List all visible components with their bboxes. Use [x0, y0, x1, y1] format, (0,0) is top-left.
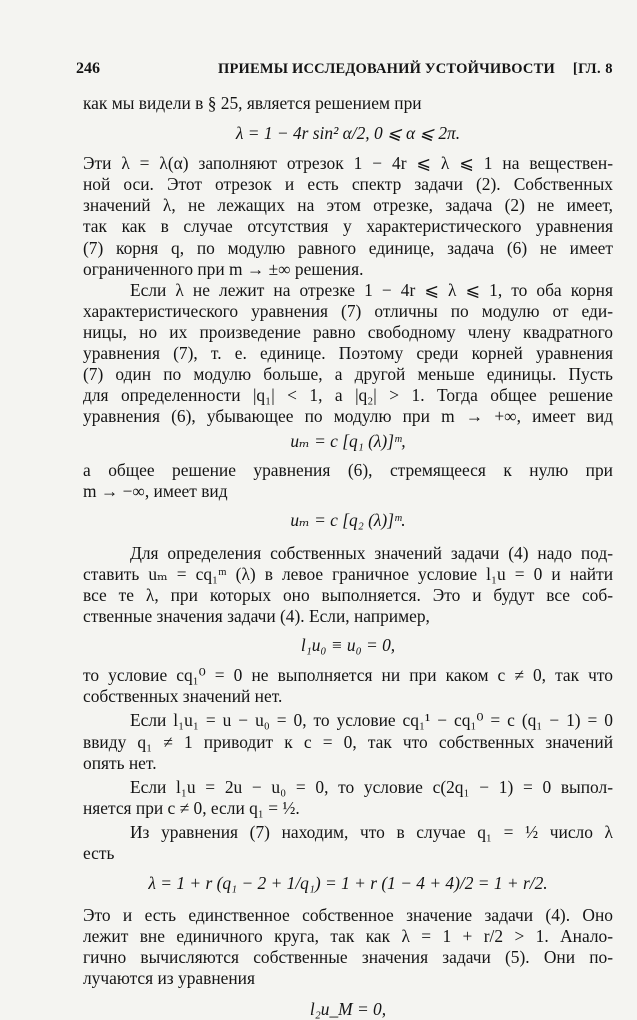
formula-eigenvalue: λ = 1 + r (q₁ − 2 + 1/q₁) = 1 + r (1 − 4 + 4)/2 = 1 + r/2.	[148, 873, 548, 894]
text-line: лучаются из уравнения	[83, 968, 255, 989]
paragraph-7	[83, 710, 613, 773]
page-body	[83, 93, 613, 1020]
text-line: (7) корня q, по модулю равного единице, задача (6) не имеет	[83, 237, 613, 258]
paragraph-8	[83, 777, 613, 819]
page-number: 246	[76, 60, 100, 77]
text-line: ставить uₘ = cq₁ᵐ (λ) в левое граничное условие l₁u = 0 и найти	[83, 563, 613, 584]
text-line: характеристического уравнения (7) отличны по модулю от еди-	[83, 300, 613, 321]
paragraph-4	[83, 460, 613, 502]
text-line: Если λ не лежит на отрезке 1 − 4r ⩽ λ ⩽ 1, то оба корня	[130, 279, 613, 300]
text-line: так как в случае отсутствия у характеристического уравнения	[83, 216, 613, 237]
text-line: Если l₁u = 2u − u₀ = 0, то условие c(2q₁ − 1) = 0 выпол-	[130, 776, 613, 797]
paragraph-6	[83, 665, 613, 707]
formula-boundary-1: l₁u₀ ≡ u₀ = 0,	[300, 635, 396, 656]
text-line: значений λ, не лежащих на этом отрезке, задача (2) не имеет,	[83, 195, 613, 216]
text-line: уравнения (6), убывающее по модулю при m → +∞, имеет вид	[83, 406, 613, 427]
text-line: ницы, но их произведение равно свободному члену квадратного	[83, 321, 613, 342]
text-line: лежит вне единичного круга, так как λ = 1 + r/2 > 1. Анало-	[83, 926, 613, 947]
text-line: ственные значения задачи (4). Если, например,	[83, 606, 430, 627]
formula-um-q2: uₘ = c [q₂ (λ)]ᵐ.	[290, 509, 406, 530]
text-line: Эти λ = λ(α) заполняют отрезок 1 − 4r ⩽ λ ⩽ 1 на веществен-	[83, 153, 613, 174]
running-title: ПРИЕМЫ ИССЛЕДОВАНИЙ УСТОЙЧИВОСТИ	[218, 61, 555, 77]
paragraph-1: как мы видели в § 25, является решением при	[83, 93, 422, 113]
text-line: а общее решение уравнения (6), стремящееся к нулю при	[83, 459, 613, 480]
paragraph-5	[83, 543, 613, 627]
text-line: гично вычисляются собственные значения задачи (5). Они по-	[83, 947, 613, 968]
running-header	[76, 58, 613, 80]
formula-um-q1: uₘ = c [q₁ (λ)]ᵐ,	[290, 431, 406, 452]
paragraph-3	[83, 280, 613, 428]
paragraph-10	[83, 905, 613, 989]
text-line: Из уравнения (7) находим, что в случае q₁ = ½ число λ	[130, 821, 613, 842]
text-line: есть	[83, 843, 115, 863]
text-line: Это и есть единственное собственное значение задачи (4). Оно	[83, 905, 613, 926]
text-line: m → −∞, имеет вид	[83, 480, 228, 501]
text-line: ной оси. Этот отрезок и есть спектр задачи (2). Собственных	[83, 174, 613, 195]
text-line: (7) один по модулю больше, а другой меньше единицы. Пусть	[83, 364, 613, 385]
paragraph-2	[83, 153, 613, 280]
text-line: Если l₁u₁ = u − u₀ = 0, то условие cq₁¹ − cq₁⁰ = c (q₁ − 1) = 0	[130, 710, 613, 731]
paragraph-9	[83, 822, 613, 864]
formula-boundary-2: l₂u_M = 0,	[309, 998, 387, 1019]
text-line: то условие cq₁⁰ = 0 не выполняется ни при каком c ≠ 0, так что	[83, 665, 613, 686]
text-line: все те λ, при которых оно выполняется. Это и будут все соб-	[83, 584, 613, 605]
text-line: для определенности |q₁| < 1, а |q₂| > 1. Тогда общее решение	[83, 385, 613, 406]
text-line: няется при c ≠ 0, если q₁ = ½.	[83, 797, 300, 818]
chapter-label: [ГЛ. 8	[572, 61, 613, 77]
text-line: собственных значений нет.	[83, 686, 283, 707]
text-line: Для определения собственных значений задачи (4) надо под-	[130, 542, 613, 563]
text-line: ввиду q₁ ≠ 1 приводит к c = 0, так что собственных значений	[83, 731, 613, 752]
formula-lambda-alpha: λ = 1 − 4r sin² α/2, 0 ⩽ α ⩽ 2π.	[235, 123, 461, 144]
text-line: уравнения (7), т. е. единице. Поэтому среди корней уравнения	[83, 343, 613, 364]
text-line: ограниченного при m → ±∞ решения.	[83, 258, 364, 279]
text-line: опять нет.	[83, 752, 157, 773]
